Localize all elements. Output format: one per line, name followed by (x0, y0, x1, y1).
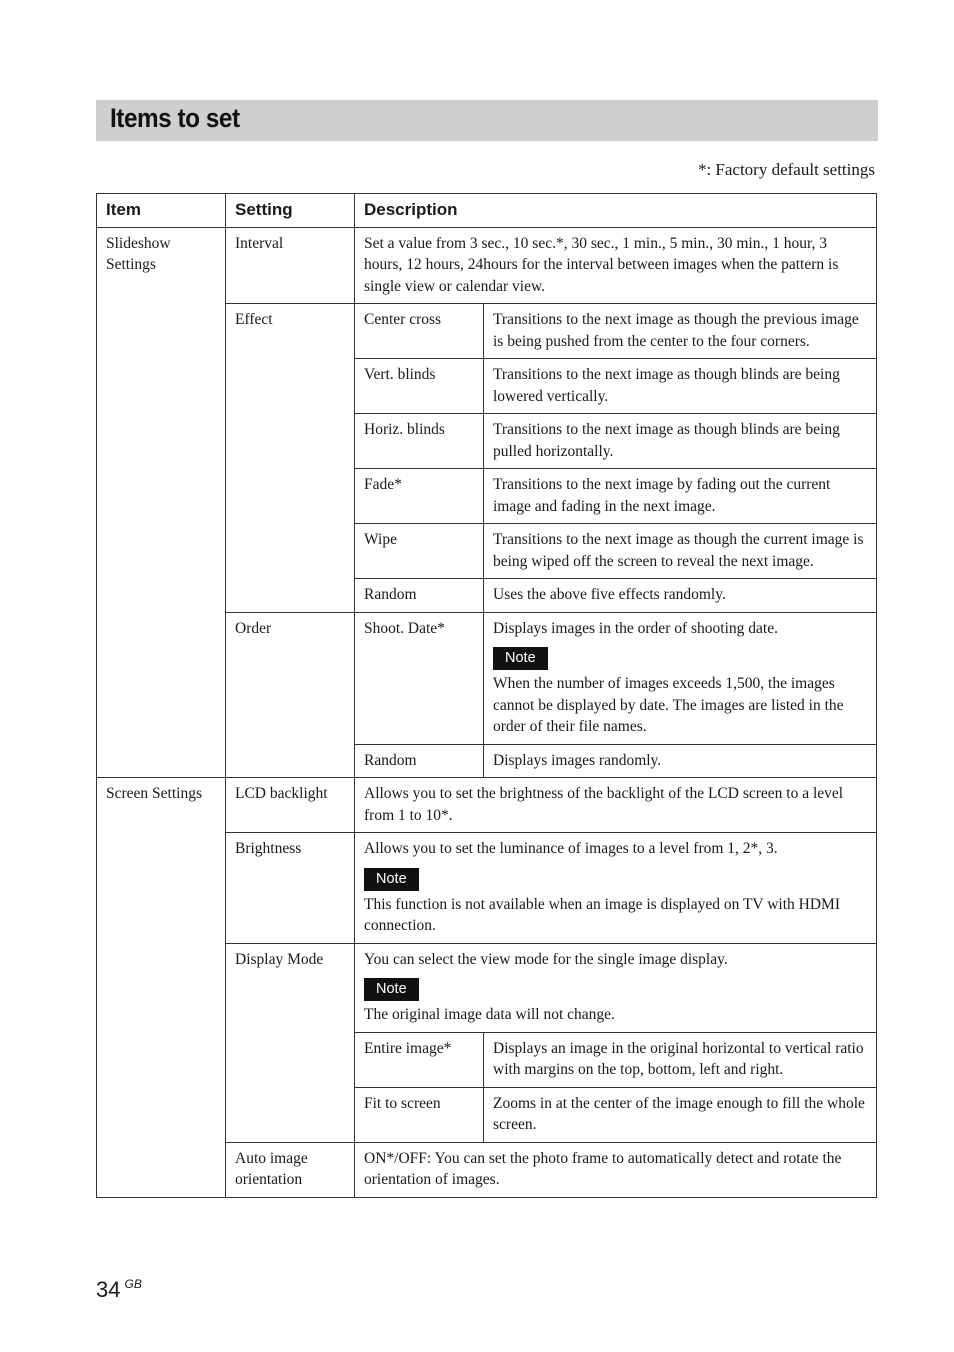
header-description: Description (355, 194, 877, 228)
option-name: Fit to screen (355, 1087, 484, 1142)
option-description-text: Displays images in the order of shooting date. (493, 619, 778, 637)
option-description: Uses the above five effects randomly. (484, 579, 877, 613)
setting-effect: Effect (226, 304, 355, 613)
option-description: Transitions to the next image as though blinds are being lowered vertically. (484, 359, 877, 414)
option-description: Displays an image in the original horizontal to vertical ratio with margins on the top, bottom, left and right. (484, 1032, 877, 1087)
option-name: Vert. blinds (355, 359, 484, 414)
table-row (97, 778, 877, 833)
option-description: Transitions to the next image by fading out the current image and fading in the next image. (484, 469, 877, 524)
header-item: Item (97, 194, 226, 228)
description-text: You can select the view mode for the single image display. (364, 950, 728, 968)
settings-table (96, 193, 877, 1198)
description-auto-orientation: ON*/OFF: You can set the photo frame to automatically detect and rotate the orientation of images. (355, 1142, 877, 1197)
option-name: Wipe (355, 524, 484, 579)
item-slideshow: Slideshow Settings (97, 227, 226, 778)
option-name: Random (355, 579, 484, 613)
option-description: Transitions to the next image as though the previous image is being pushed from the center to the four corners. (484, 304, 877, 359)
page-suffix: GB (124, 1277, 142, 1291)
description-display-mode (355, 943, 877, 1032)
table-row (97, 227, 877, 304)
setting-interval: Interval (226, 227, 355, 304)
setting-order: Order (226, 612, 355, 778)
option-name: Center cross (355, 304, 484, 359)
note-label: Note (364, 868, 419, 891)
option-name: Random (355, 744, 484, 778)
setting-brightness: Brightness (226, 833, 355, 944)
option-description (484, 612, 877, 744)
table-header-row (97, 194, 877, 228)
header-setting: Setting (226, 194, 355, 228)
option-description: Transitions to the next image as though blinds are being pulled horizontally. (484, 414, 877, 469)
setting-lcd-backlight: LCD backlight (226, 778, 355, 833)
description-interval: Set a value from 3 sec., 10 sec.*, 30 sec., 1 min., 5 min., 30 min., 1 hour, 3 hours, 12 hours, 24hours for the interval between images when the pattern is single view or calendar view. (355, 227, 877, 304)
item-screen: Screen Settings (97, 778, 226, 1198)
note-text: The original image data will not change. (364, 1006, 615, 1023)
description-text: Allows you to set the luminance of images to a level from 1, 2*, 3. (364, 840, 778, 857)
note-label: Note (493, 647, 548, 670)
section-title-bar (96, 100, 878, 141)
setting-display-mode: Display Mode (226, 943, 355, 1142)
option-name: Horiz. blinds (355, 414, 484, 469)
option-description: Displays images randomly. (484, 744, 877, 778)
option-name: Fade* (355, 469, 484, 524)
note-label: Note (364, 978, 419, 1001)
factory-default-legend: *: Factory default settings (697, 160, 875, 179)
note-text: This function is not available when an image is displayed on TV with HDMI connection. (364, 895, 840, 934)
option-description: Zooms in at the center of the image enough to fill the whole screen. (484, 1087, 877, 1142)
description-brightness (355, 833, 877, 944)
page-number (96, 1277, 142, 1303)
setting-auto-orientation: Auto image orientation (226, 1142, 355, 1197)
option-description: Transitions to the next image as though the current image is being wiped off the screen to reveal the next image. (484, 524, 877, 579)
page-title: Items to set (110, 103, 240, 133)
page-number-value: 34 (96, 1277, 121, 1302)
option-name: Entire image* (355, 1032, 484, 1087)
note-text: When the number of images exceeds 1,500, the images cannot be displayed by date. The images are listed in the order of their file names. (493, 675, 844, 735)
description-lcd-backlight: Allows you to set the brightness of the backlight of the LCD screen to a level from 1 to 10*. (355, 778, 877, 833)
option-name: Shoot. Date* (355, 612, 484, 744)
